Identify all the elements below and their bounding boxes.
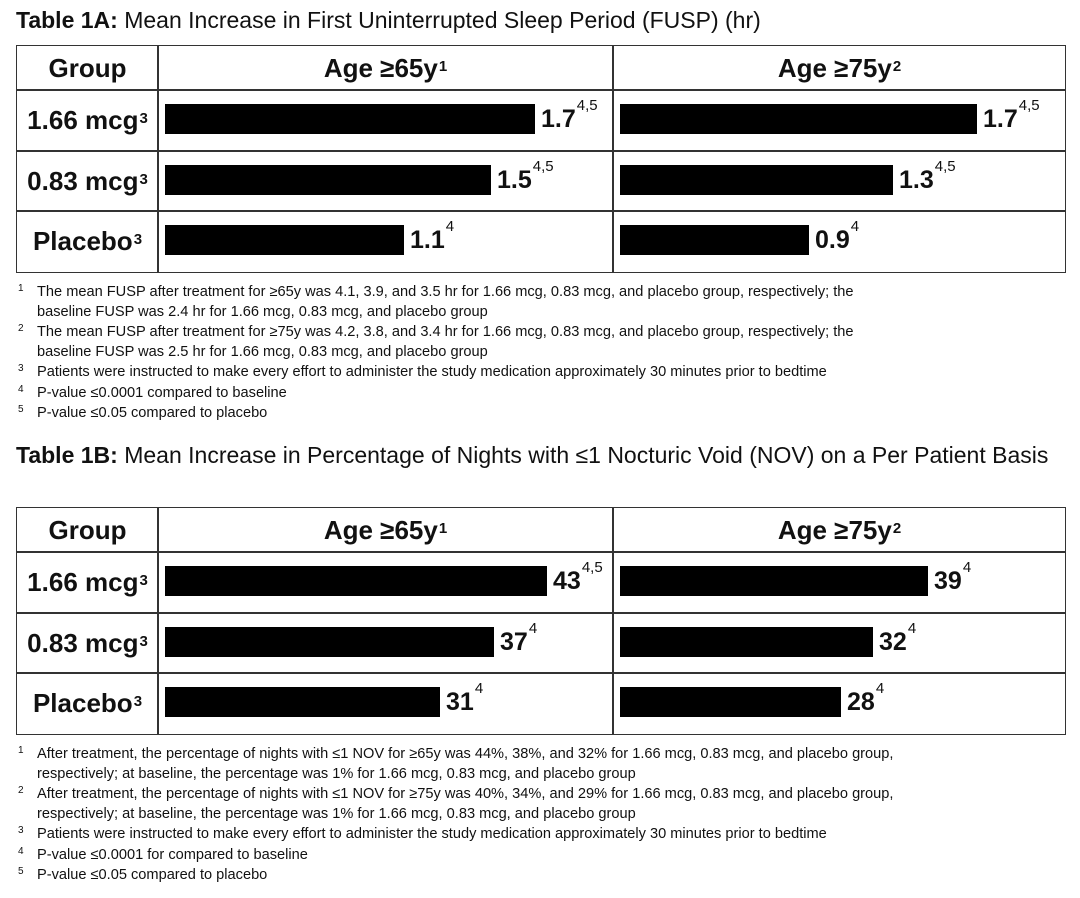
bar-value: 31 — [446, 688, 474, 716]
group-label: 1.66 mcg $^3$ — [27, 104, 148, 135]
footnote: 5 P-value ≤0.05 compared to placebo — [18, 866, 268, 883]
header-age-65: Age ≥65y $^1$ — [323, 52, 448, 83]
bar-value-label — [500, 620, 538, 657]
bar — [620, 104, 977, 134]
bar-value-superscript: 4,5 — [581, 559, 603, 576]
bar-value-label — [541, 97, 598, 134]
table-a-title — [16, 6, 1066, 35]
bar-value-superscript: 4 — [875, 680, 885, 697]
bar-value-superscript: 4 — [474, 680, 484, 697]
bar-value-label — [497, 158, 554, 195]
footnote: 3 Patients were instructed to make every effort to administer the study medication approximately 30 minutes prior to bedtime — [18, 825, 827, 842]
footnote: 5 P-value ≤0.05 compared to placebo — [18, 404, 268, 421]
header-age-75: Age ≥75y $^2$ — [777, 514, 902, 545]
bar-value: 1.7 — [983, 105, 1018, 133]
bar — [165, 627, 494, 657]
bar-value: 0.9 — [815, 226, 850, 254]
table-a-title-bold: Table 1A: — [16, 7, 118, 33]
bar-value: 1.7 — [541, 105, 576, 133]
table-b-title-text: Mean Increase in Percentage of Nights with ≤1 Nocturic Void (NOV) on a Per Patient Basis — [117, 442, 1049, 468]
bar-value: 28 — [847, 688, 875, 716]
bar-value-label — [553, 559, 603, 596]
bar — [165, 104, 535, 134]
bar-value-label — [815, 218, 860, 255]
bar-value-label — [446, 680, 484, 717]
bar-value-label — [899, 158, 956, 195]
group-label: 1.66 mcg $^3$ — [27, 566, 148, 597]
footnote: 2 The mean FUSP after treatment for ≥75y was 4.2, 3.8, and 3.4 hr for 1.66 mcg, 0.83 mcg, and placebo group, respectively; the baseline FUSP was 2.5 hr for 1.66 mcg, 0.83 mcg, and placebo group — [18, 323, 854, 360]
group-label: 0.83 mcg $^3$ — [27, 627, 148, 658]
bar-value: 37 — [500, 628, 528, 656]
header-age-65: Age ≥65y $^1$ — [323, 514, 448, 545]
footnote: 2 After treatment, the percentage of nights with ≤1 NOV for ≥75y was 40%, 34%, and 29% for 1.66 mcg, 0.83 mcg, and placebo group, respectively; at baseline, the percentage was 1% for 1.66 mcg, 0.83 mcg, and placebo group — [18, 785, 894, 822]
bar-value: 39 — [934, 567, 962, 595]
bar-value-label — [934, 559, 972, 596]
bar-value: 1.5 — [497, 166, 532, 194]
bar — [165, 566, 547, 596]
table-b — [16, 507, 1066, 735]
bar-value-superscript: 4,5 — [1018, 97, 1040, 114]
bar-value: 32 — [879, 628, 907, 656]
footnote: 4 P-value ≤0.0001 for compared to baseline — [18, 846, 308, 863]
footnote: 3 Patients were instructed to make every effort to administer the study medication approximately 30 minutes prior to bedtime — [18, 363, 827, 380]
bar-value-superscript: 4,5 — [576, 97, 598, 114]
bar-value-label — [847, 680, 885, 717]
header-group: Group — [48, 514, 127, 545]
table-b-title-bold: Table 1B: — [16, 442, 118, 468]
group-label: 0.83 mcg $^3$ — [27, 165, 148, 196]
bar-value-label — [983, 97, 1040, 134]
bar — [620, 627, 873, 657]
table-a — [16, 45, 1066, 273]
bar-value-superscript: 4,5 — [934, 158, 956, 175]
bar — [620, 165, 893, 195]
footnote: 1 After treatment, the percentage of nights with ≤1 NOV for ≥65y was 44%, 38%, and 32% for 1.66 mcg, 0.83 mcg, and placebo group, respectively; at baseline, the percentage was 1% for 1.66 mcg, 0.83 mcg, and placebo group — [18, 745, 894, 782]
group-label: Placebo $^3$ — [32, 687, 143, 718]
table-a-title-text: Mean Increase in First Uninterrupted Sleep Period (FUSP) (hr) — [117, 7, 761, 33]
bar — [165, 687, 440, 717]
bar-value-superscript: 4 — [445, 218, 455, 235]
bar-value-superscript: 4 — [962, 559, 972, 576]
footnote: 4 P-value ≤0.0001 compared to baseline — [18, 384, 287, 401]
bar-value-superscript: 4,5 — [532, 158, 554, 175]
bar-value-label — [410, 218, 455, 255]
bar-value: 43 — [553, 567, 581, 595]
bar-value: 1.3 — [899, 166, 934, 194]
header-age-75: Age ≥75y $^2$ — [777, 52, 902, 83]
table-b-title — [16, 441, 1066, 470]
bar-value-superscript: 4 — [850, 218, 860, 235]
bar-value-label — [879, 620, 917, 657]
bar — [620, 687, 841, 717]
bar — [165, 225, 404, 255]
header-group: Group — [48, 52, 127, 83]
bar — [620, 566, 928, 596]
group-label: Placebo $^3$ — [32, 225, 143, 256]
bar-value-superscript: 4 — [907, 620, 917, 637]
bar — [165, 165, 491, 195]
bar-value-superscript: 4 — [528, 620, 538, 637]
bar — [620, 225, 809, 255]
footnote: 1 The mean FUSP after treatment for ≥65y was 4.1, 3.9, and 3.5 hr for 1.66 mcg, 0.83 mcg, and placebo group, respectively; the baseline FUSP was 2.4 hr for 1.66 mcg, 0.83 mcg, and placebo group — [18, 283, 854, 320]
bar-value: 1.1 — [410, 226, 445, 254]
